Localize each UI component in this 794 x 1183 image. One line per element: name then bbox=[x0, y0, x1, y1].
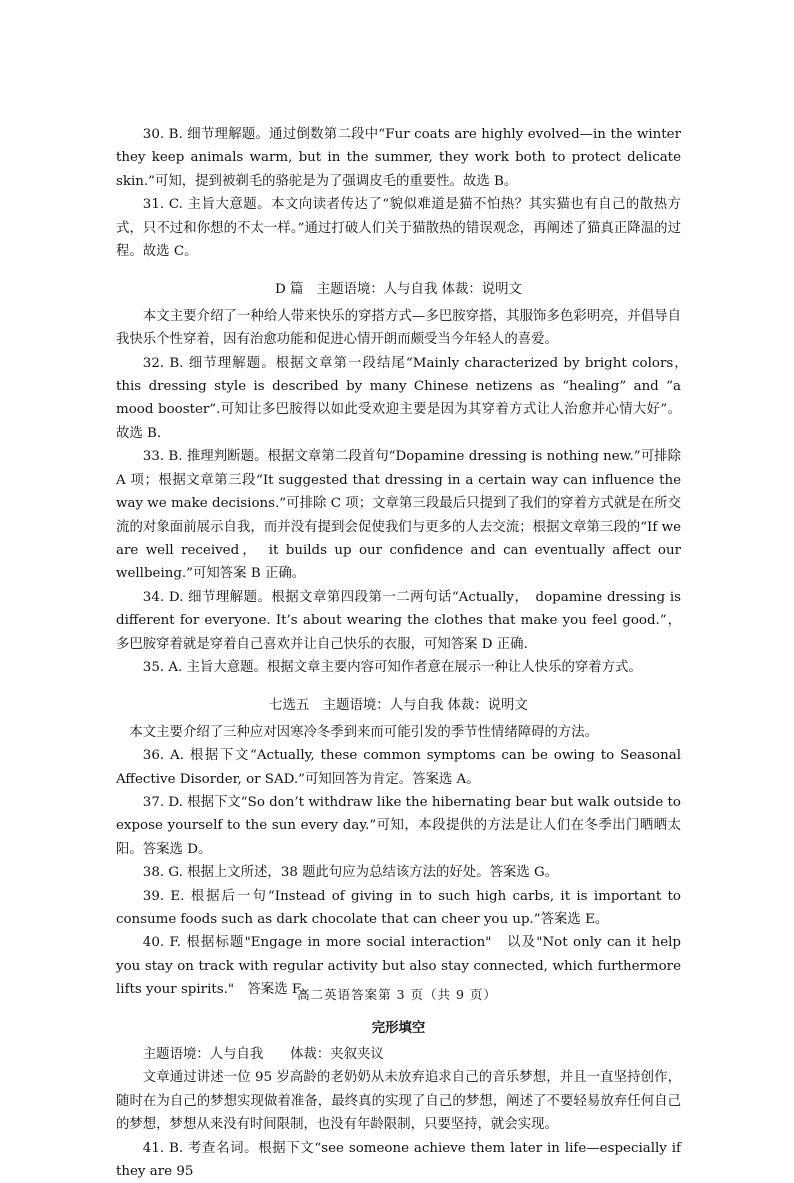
answer-38: 38. G. 根据上文所述，38 题此句应为总结该方法的好处。答案选 G。 bbox=[142, 865, 559, 881]
answer-33: 33. B. 推理判断题。根据文章第二段首句“Dopamine dressing is nothing new.”可排除 A 项；根据文章第三段“It suggested that dressing in a certain way can influence the way we make decisions.”可排除 C 项；文章第三段最后只提到了我们的穿着方式就是在所交流的对象面前展示自我，而并没有提到会促使我们与更多的人去交流；根据文章第三段的“If we are well received， it builds up our confidence and can eventually affect our wellbeing.”可知答案 B 正确。 bbox=[116, 449, 681, 582]
answer-34: 34. D. 细节理解题。根据文章第四段第一二两句话“Actually， dopamine dressing is different for everyone. It’s about wearing the clothes that make you feel good.”，多巴胺穿着就是穿着自己喜欢并让自己快乐的衣服，可知答案 D 正确. bbox=[116, 589, 681, 652]
answer-content bbox=[116, 123, 695, 1183]
section-d-intro: 本文主要介绍了一种给人带来快乐的穿搭方式—多巴胺穿搭，其服饰多色彩明亮，并倡导自我快乐个性穿着，因有治愈功能和促进心情开朗而颇受当今年轻人的喜爱。 bbox=[116, 308, 681, 348]
cloze-intro: 文章通过讲述一位 95 岁高龄的老奶奶从未放弃追求自己的音乐梦想，并且一直坚持创作，随时在为自己的梦想实现做着准备，最终真的实现了自己的梦想，阐述了不要轻易放弃任何自己的梦想，梦想从来没有时间限制，也没有年龄限制，只要坚持，就会实现。 bbox=[116, 1070, 681, 1133]
section-d-heading: D 篇 主题语境：人与自我 体裁：说明文 bbox=[275, 282, 522, 298]
answer-30: 30. B. 细节理解题。通过倒数第二段中“Fur coats are highly evolved—in the winter they keep animals warm, but in the summer, they work both to protect delicate skin.”可知，提到被剃毛的骆驼是为了强调皮毛的重要性。故选 B。 bbox=[116, 127, 681, 189]
seven-choose-five-heading: 七选五 主题语境：人与自我 体裁：说明文 bbox=[269, 698, 528, 714]
seven-choose-five-intro: 本文主要介绍了三种应对因寒冷冬季到来而可能引发的季节性情绪障碍的方法。 bbox=[129, 724, 599, 740]
answer-40: 40. F. 根据标题"Engage in more social interaction" 以及"Not only can it help you stay on track with regular activity but also stay connected, which furthermore lifts your spirits." 答案选 F。 bbox=[116, 935, 681, 998]
answer-41: 41. B. 考查名词。根据下文“see someone achieve them later in life—especially if they are 95 bbox=[116, 1140, 681, 1180]
answer-32: 32. B. 细节理解题。根据文章第一段结尾“Mainly characterized by bright colors， this dressing style is described by many Chinese netizens as “healing” and “a mood booster”.可知让多巴胺得以如此受欢迎主要是因为其穿着方式让人治愈并心情大好”。故选 B. bbox=[116, 355, 695, 441]
page-footer: 高二英语答案第 3 页（共 9 页） bbox=[297, 987, 497, 1002]
cloze-theme: 主题语境：人与自我 体裁：夹叙夹议 bbox=[142, 1047, 384, 1063]
answer-37: 37. D. 根据下文“So don’t withdraw like the hibernating bear but walk outside to expose yourself to the sun every day.”可知，本段提供的方法是让人们在冬季出门晒晒太阳。答案选 D。 bbox=[116, 794, 681, 857]
answer-35: 35. A. 主旨大意题。根据文章主要内容可知作者意在展示一种让人快乐的穿着方式。 bbox=[142, 659, 642, 675]
answer-36: 36. A. 根据下文“Actually, these common symptoms can be owing to Seasonal Affective Disorder, or SAD.”可知回答为肯定。答案选 A。 bbox=[116, 748, 681, 787]
cloze-heading: 完形填空 bbox=[371, 1019, 426, 1036]
answer-39: 39. E. 根据后一句“Instead of giving in to such high carbs, it is important to consume foods such as dark chocolate that can cheer you up.”答案选 E。 bbox=[116, 888, 681, 927]
answer-31: 31. C. 主旨大意题。本文向读者传达了“貌似难道是猫不怕热？其实猫也有自己的散热方式，只不过和你想的不太一样。”通过打破人们关于猫散热的错误观念，再阐述了猫真正降温的过程。故选 C。 bbox=[116, 197, 681, 260]
